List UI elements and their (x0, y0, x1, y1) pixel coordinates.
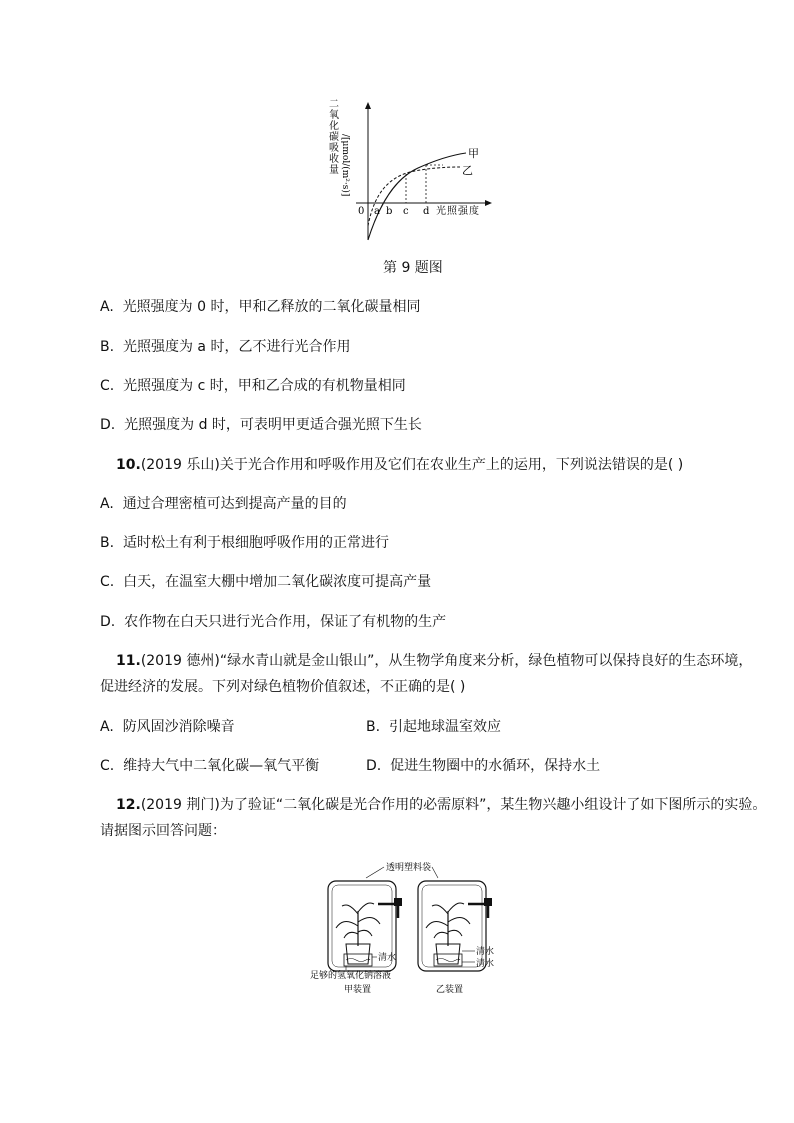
tick-b: b (386, 206, 393, 217)
graph-xlabel: 光照强度 (436, 206, 480, 217)
q9-option-b: B. 光照强度为 a 时，乙不进行光合作用 (100, 339, 351, 355)
co2-light-graph (318, 92, 508, 247)
q9-option-a: A. 光照强度为 0 时，甲和乙释放的二氧化碳量相同 (100, 299, 421, 315)
tick-c: c (403, 206, 409, 217)
series-label-jia: 甲 (468, 147, 479, 160)
graph-yunit: /[μmol/(m²·s)] (340, 134, 350, 197)
q10-option-b: B. 适时松土有利于根细胞呼吸作用的正常进行 (100, 535, 389, 551)
q10-option-c: C. 白天，在温室大棚中增加二氧化碳浓度可提高产量 (100, 574, 432, 590)
q11-option-a: A. 防风固沙消除噪音 (100, 719, 235, 735)
label-device-yi: 乙装置 (436, 985, 464, 995)
q10-option-d: D. 农作物在白天只进行光合作用，保证了有机物的生产 (100, 614, 447, 630)
graph-ylabel: 二氧化碳吸收量 (326, 98, 338, 175)
label-device-jia: 甲装置 (344, 985, 372, 995)
q12-stem-line1: 12.(2019 荆门)为了验证“二氧化碳是光合作用的必需原料”，某生物兴趣小组设计了如下图所示的实验。 (116, 797, 767, 813)
experiment-devices-figure (306, 856, 506, 998)
label-water-yi-1: 清水 (476, 947, 495, 957)
q10-option-a: A. 通过合理密植可达到提高产量的目的 (100, 496, 347, 512)
tick-d: d (423, 206, 430, 217)
q11-option-b: B. 引起地球温室效应 (366, 719, 501, 735)
q11-option-d: D. 促进生物圈中的水循环，保持水土 (366, 758, 601, 774)
q10-stem: 10.(2019 乐山)关于光合作用和呼吸作用及它们在农业生产上的运用，下列说法错误的是( ) (116, 457, 684, 473)
q9-option-c: C. 光照强度为 c 时，甲和乙合成的有机物量相同 (100, 378, 406, 394)
q12-stem-line2: 请据图示回答问题： (100, 823, 226, 839)
q11-stem-line1: 11.(2019 德州)“绿水青山就是金山银山”，从生物学角度来分析，绿色植物可以保持良好的生态环境， (116, 653, 753, 669)
q11-option-c: C. 维持大气中二氧化碳—氧气平衡 (100, 758, 320, 774)
q9-option-d: D. 光照强度为 d 时，可表明甲更适合强光照下生长 (100, 417, 422, 433)
q11-stem-line2: 促进经济的发展。下列对绿色植物价值叙述，不正确的是( ) (100, 679, 466, 695)
tick-a: a (374, 206, 380, 217)
label-water-yi-2: 清水 (476, 959, 495, 969)
graph-origin: 0 (358, 206, 365, 217)
label-water-jia: 清水 (378, 953, 397, 963)
series-label-yi: 乙 (462, 164, 473, 177)
label-naoh-solution: 足够的氢氧化钠溶液 (310, 971, 392, 981)
label-transparent-bag: 透明塑料袋 (386, 863, 432, 873)
device-yi (418, 881, 495, 971)
figure-caption-9: 第 9 题图 (383, 260, 443, 276)
